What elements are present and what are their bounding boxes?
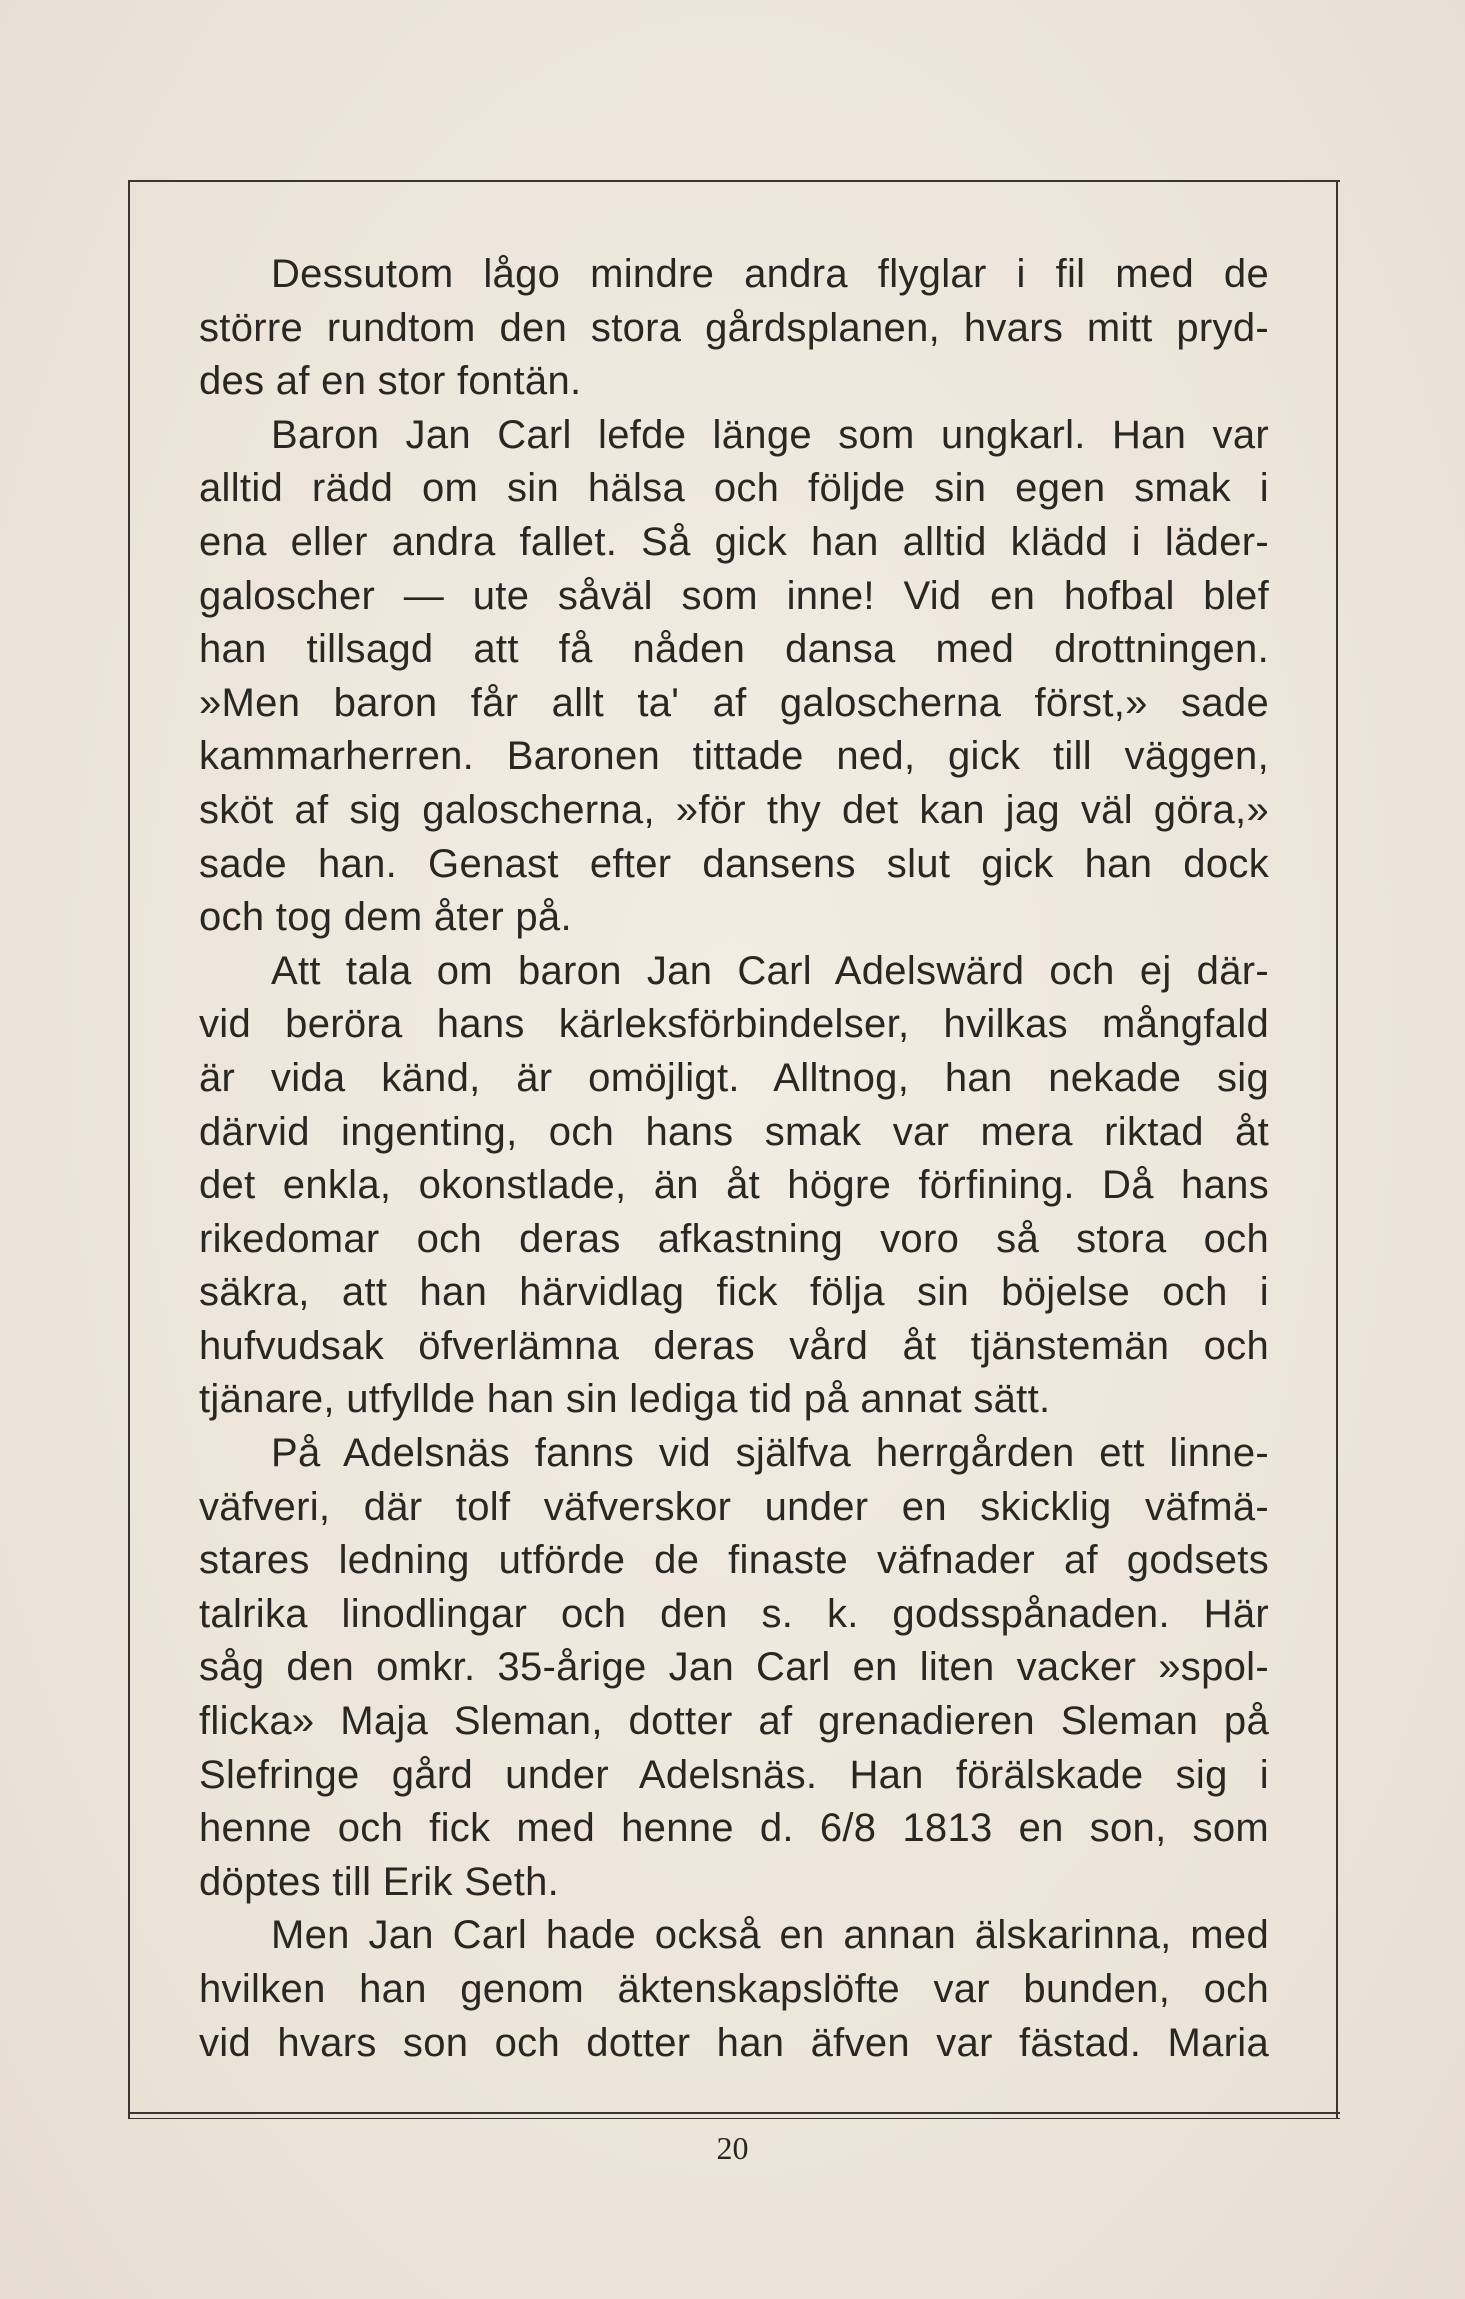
page-number: 20 (716, 2130, 749, 2166)
text-line: vid beröra hans kärleksförbindelser, hvilkas mångfald (199, 1002, 1269, 1047)
text-line: hvilken han genom äktenskapslöfte var bunden, och (199, 1967, 1269, 2011)
text-line: det enkla, okonstlade, än åt högre förfining. Då hans (199, 1163, 1269, 1208)
text-line: »Men baron får allt ta' af galoscherna först,» sade (199, 680, 1269, 725)
text-line: stares ledning utförde de finaste väfnader af godsets (199, 1538, 1269, 1583)
text-line: alltid rädd om sin hälsa och följde sin egen smak i (199, 466, 1269, 511)
text-line: des af en stor fontän. (199, 359, 582, 404)
text-line: är vida känd, är omöjligt. Alltnog, han nekade sig (199, 1055, 1269, 1100)
text-line: därvid ingenting, och hans smak var mera riktad åt (199, 1109, 1269, 1154)
text-line: Slefringe gård under Adelsnäs. Han förälskade sig i (199, 1752, 1269, 1797)
text-line: vid hvars son och dotter han äfven var fästad. Maria (199, 2020, 1269, 2065)
text-line: Dessutom lågo mindre andra flyglar i fil med de (271, 252, 1269, 296)
text-line: väfveri, där tolf väfverskor under en skicklig väfmä- (199, 1484, 1269, 1529)
text-line: sköt af sig galoscherna, »för thy det kan jag väl göra,» (199, 787, 1269, 832)
text-line: sade han. Genast efter dansens slut gick han dock (199, 841, 1269, 886)
body-text (199, 248, 1269, 2070)
text-line: säkra, att han härvidlag fick följa sin böjelse och i (199, 1270, 1269, 1315)
text-line: tjänare, utfyllde han sin lediga tid på annat sätt. (199, 1377, 1051, 1422)
text-line: rikedomar och deras afkastning voro så stora och (199, 1216, 1269, 1261)
text-line: döptes till Erik Seth. (199, 1859, 560, 1904)
text-line: Baron Jan Carl lefde länge som ungkarl. Han var (271, 412, 1269, 457)
text-line: kammarherren. Baronen tittade ned, gick till väggen, (199, 734, 1269, 779)
text-line: galoscher — ute såväl som inne! Vid en hofbal blef (199, 573, 1269, 618)
text-line: större rundtom den stora gårdsplanen, hvars mitt pryd- (199, 305, 1269, 350)
text-line: Men Jan Carl hade också en annan älskarinna, med (271, 1913, 1269, 1958)
text-line: henne och fick med henne d. 6/8 1813 en son, som (199, 1806, 1269, 1851)
frame-bottom-rule-secondary (128, 2118, 1340, 2119)
text-line: Att tala om baron Jan Carl Adelswärd och ej där- (271, 948, 1269, 993)
text-line: ena eller andra fallet. Så gick han alltid klädd i läder- (199, 519, 1269, 564)
frame-bottom-rule (128, 2112, 1340, 2114)
text-line: På Adelsnäs fanns vid själfva herrgården ett linne- (271, 1431, 1269, 1476)
text-line: flicka» Maja Sleman, dotter af grenadieren Sleman på (199, 1699, 1269, 1744)
text-line: och tog dem åter på. (199, 895, 572, 940)
text-line: såg den omkr. 35-årige Jan Carl en liten vacker »spol- (199, 1645, 1269, 1690)
text-line: han tillsagd att få nåden dansa med drottningen. (199, 627, 1269, 672)
text-line: hufvudsak öfverlämna deras vård åt tjänstemän och (199, 1323, 1269, 1368)
text-line: talrika linodlingar och den s. k. godsspånaden. Här (199, 1591, 1269, 1636)
